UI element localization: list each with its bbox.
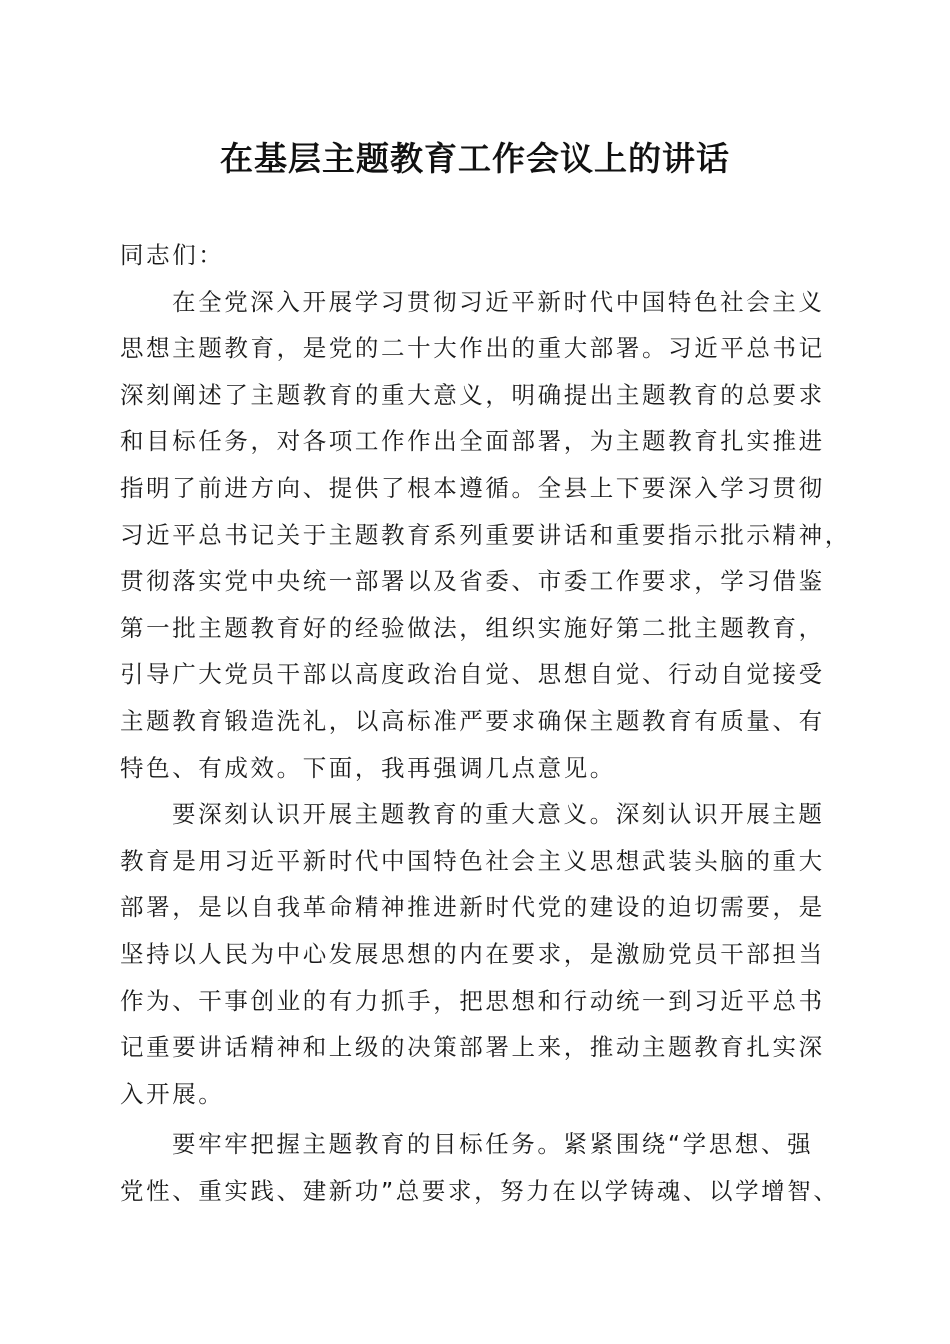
- paragraph-line: 思想主题教育，是党的二十大作出的重大部署。习近平总书记: [120, 334, 825, 363]
- paragraph-line: 习近平总书记关于主题教育系列重要讲话和重要指示批示精神，: [120, 520, 851, 549]
- paragraph-line: 教育是用习近平新时代中国特色社会主义思想武装头脑的重大: [120, 846, 825, 875]
- paragraph-1: [120, 279, 851, 792]
- salutation: 同志们：: [120, 241, 225, 269]
- paragraph-line: 特色、有成效。下面，我再强调几点意见。: [120, 753, 616, 782]
- paragraph-line: 要深刻认识开展主题教育的重大意义。深刻认识开展主题: [172, 800, 825, 829]
- paragraph-line: 在全党深入开展学习贯彻习近平新时代中国特色社会主义: [172, 287, 825, 316]
- paragraph-line: 部署，是以自我革命精神推进新时代党的建设的迫切需要，是: [120, 893, 825, 922]
- document-body: [120, 232, 851, 1214]
- paragraph-line: 指明了前进方向、提供了根本遵循。全县上下要深入学习贯彻: [120, 473, 825, 502]
- paragraph-3: [120, 1121, 840, 1214]
- paragraph-line: 党性、重实践、建新功”总要求，努力在以学铸魂、以学增智、: [120, 1176, 840, 1205]
- paragraph-2: [120, 791, 832, 1117]
- paragraph-line: 贯彻落实党中央统一部署以及省委、市委工作要求，学习借鉴: [120, 567, 825, 596]
- paragraph-line: 入开展。: [120, 1079, 225, 1108]
- paragraph-line: 要牢牢把握主题教育的目标任务。紧紧围绕“学思想、强: [172, 1130, 814, 1159]
- paragraph-line: 主题教育锻造洗礼，以高标准严要求确保主题教育有质量、有: [120, 706, 825, 735]
- paragraph-line: 记重要讲话精神和上级的决策部署上来，推动主题教育扎实深: [120, 1033, 825, 1062]
- paragraph-line: 作为、干事创业的有力抓手，把思想和行动统一到习近平总书: [120, 986, 825, 1015]
- paragraph-line: 引导广大党员干部以高度政治自觉、思想自觉、行动自觉接受: [120, 660, 825, 689]
- paragraph-line: 第一批主题教育好的经验做法，组织实施好第二批主题教育，: [120, 613, 825, 642]
- paragraph-line: 坚持以人民为中心发展思想的内在要求，是激励党员干部担当: [120, 939, 825, 968]
- document-title: 在基层主题教育工作会议上的讲话: [220, 139, 730, 178]
- paragraph-line: 深刻阐述了主题教育的重大意义，明确提出主题教育的总要求: [120, 380, 825, 409]
- paragraph-line: 和目标任务，对各项工作作出全面部署，为主题教育扎实推进: [120, 427, 825, 456]
